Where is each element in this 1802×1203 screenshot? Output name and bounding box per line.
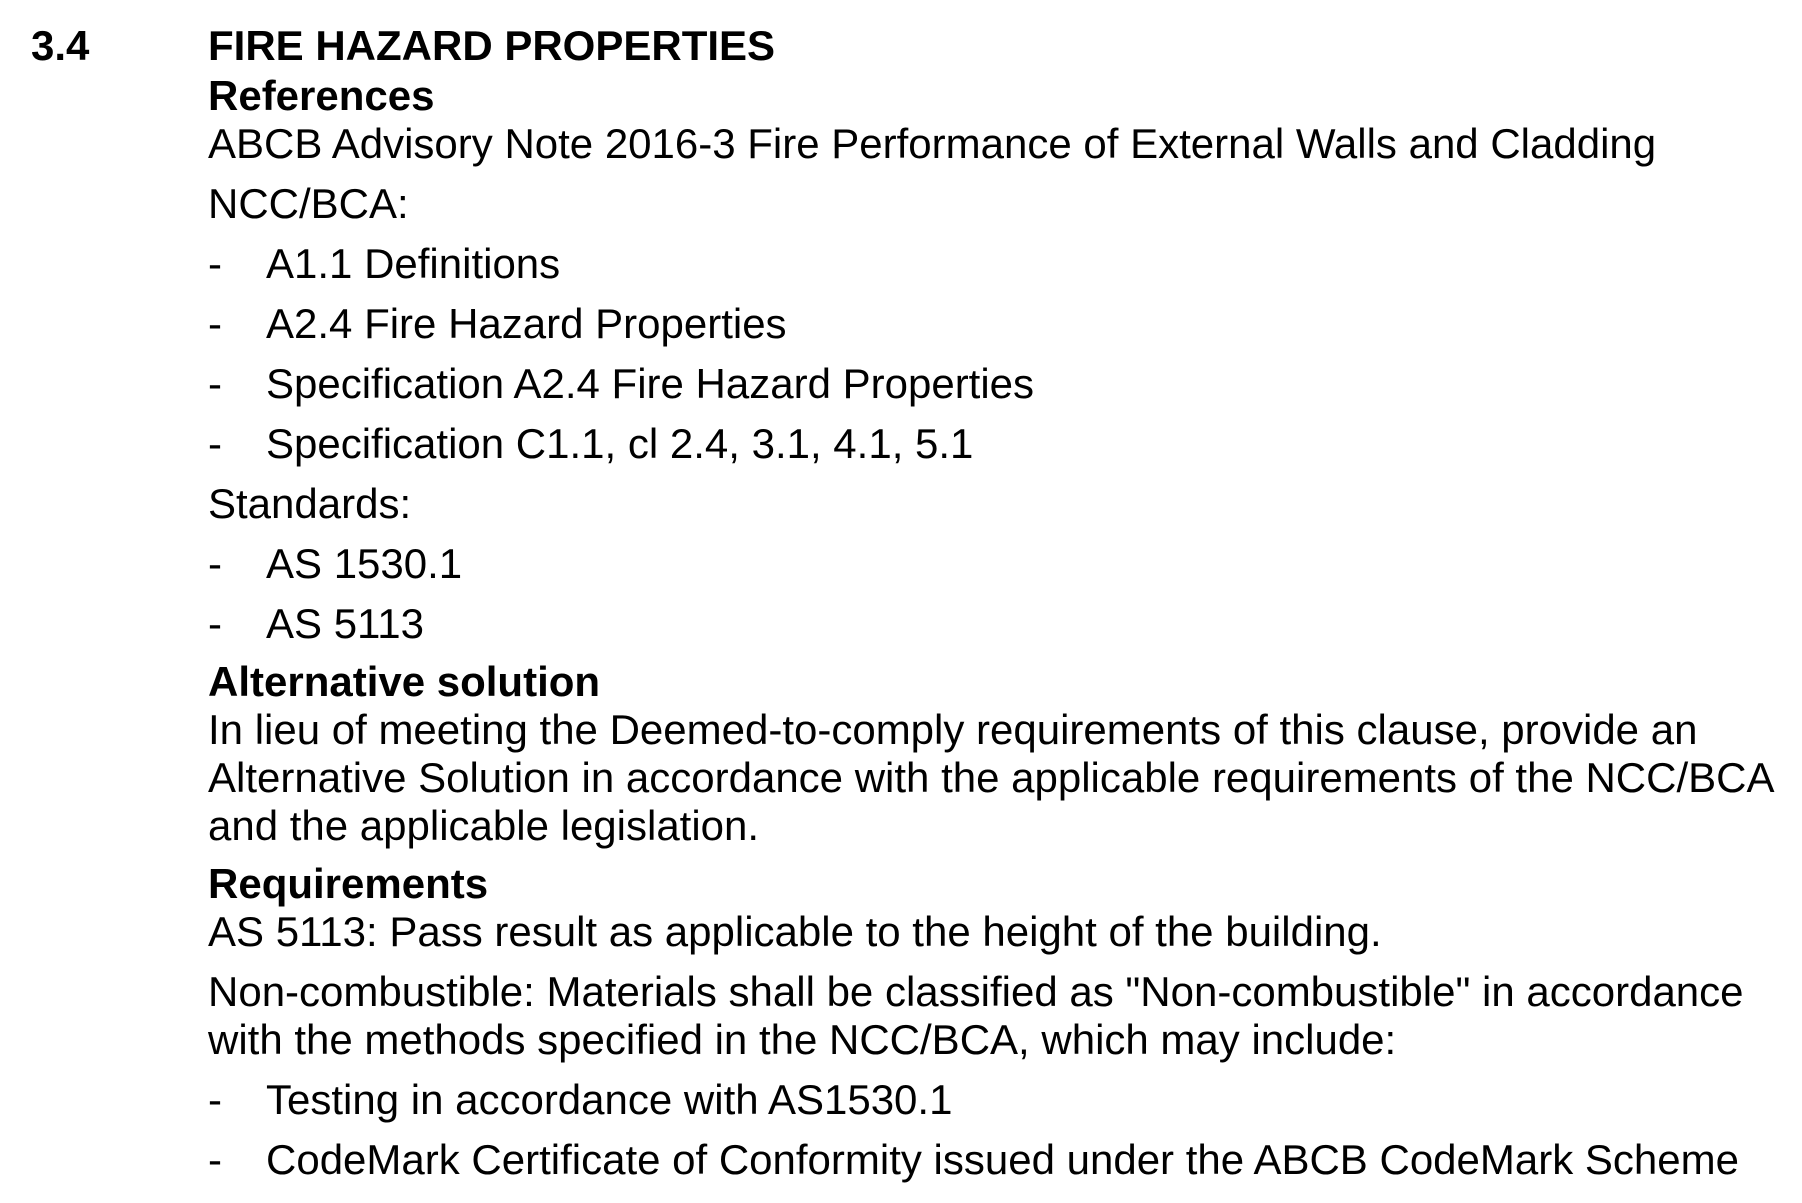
- standards-list: [208, 540, 1788, 648]
- alternative-heading: Alternative solution: [208, 658, 601, 705]
- list-item: [208, 1076, 1788, 1124]
- list-item-text: A2.4 Fire Hazard Properties: [266, 300, 787, 347]
- list-item-text: AS 5113: [266, 600, 425, 647]
- bullet-dash: -: [208, 600, 222, 647]
- bullet-dash: -: [208, 540, 222, 587]
- alternative-text: In lieu of meeting the Deemed-to-comply requirements of this clause, provide an Alternative Solution in accordance with the applicable requirements of the NCC/BCA and the applicable legislation.: [208, 706, 1773, 849]
- list-item-text: A1.1 Definitions: [266, 240, 561, 287]
- bullet-dash: -: [208, 300, 222, 347]
- bullet-dash: -: [208, 360, 222, 407]
- requirements-list: [208, 1076, 1788, 1184]
- list-item: [208, 600, 1788, 648]
- advisory-note: ABCB Advisory Note 2016-3 Fire Performance of External Walls and Cladding: [208, 120, 1657, 167]
- section-title: FIRE HAZARD PROPERTIES: [208, 22, 776, 69]
- references-heading: References: [208, 72, 435, 119]
- list-item-text: Testing in accordance with AS1530.1: [266, 1076, 953, 1123]
- ncc-label: NCC/BCA:: [208, 180, 409, 227]
- references-block: [208, 72, 1788, 648]
- as5113-requirement: AS 5113: Pass result as applicable to the height of the building.: [208, 908, 1382, 955]
- requirements-block: [208, 860, 1788, 1184]
- list-item-text: CodeMark Certificate of Conformity issued under the ABCB CodeMark Scheme: [266, 1136, 1739, 1183]
- noncombustible-requirement: Non-combustible: Materials shall be classified as "Non-combustible" in accordance with the methods specified in the NCC/BCA, which may include:: [208, 968, 1744, 1063]
- list-item: [208, 540, 1788, 588]
- bullet-dash: -: [208, 240, 222, 287]
- list-item: [208, 1136, 1788, 1184]
- list-item-text: Specification C1.1, cl 2.4, 3.1, 4.1, 5.1: [266, 420, 974, 467]
- standards-label: Standards:: [208, 480, 412, 527]
- ncc-list: [208, 240, 1788, 468]
- list-item-text: Specification A2.4 Fire Hazard Properties: [266, 360, 1035, 407]
- section-number: 3.4: [31, 22, 90, 69]
- bullet-dash: -: [208, 420, 222, 467]
- list-item: [208, 360, 1788, 408]
- list-item: [208, 300, 1788, 348]
- requirements-heading: Requirements: [208, 860, 489, 907]
- list-item: [208, 420, 1788, 468]
- alternative-block: [208, 658, 1788, 850]
- list-item: [208, 240, 1788, 288]
- bullet-dash: -: [208, 1136, 222, 1183]
- bullet-dash: -: [208, 1076, 222, 1123]
- section-body: [208, 20, 1788, 1184]
- list-item-text: AS 1530.1: [266, 540, 463, 587]
